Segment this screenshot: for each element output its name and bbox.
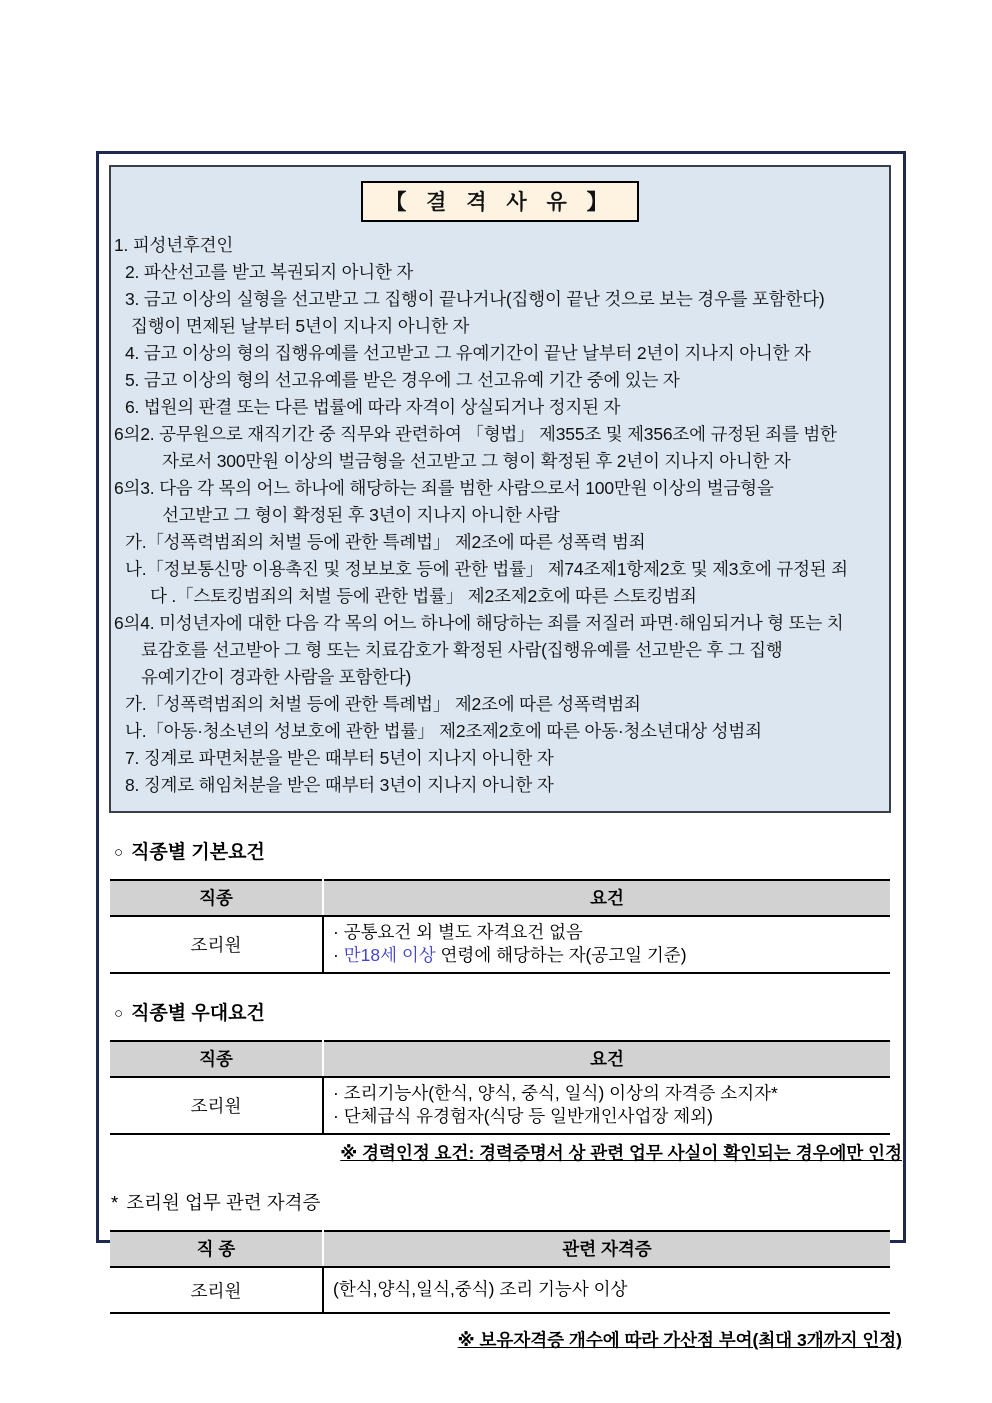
disqualification-line: 집행이 면제된 날부터 5년이 지나지 아니한 자 bbox=[131, 316, 470, 336]
disqualification-line: 1. 피성년후견인 bbox=[114, 235, 234, 255]
basic-requirements-heading bbox=[114, 837, 903, 864]
column-header-job: 직종 bbox=[110, 1041, 323, 1077]
column-header-job: 직 종 bbox=[110, 1231, 323, 1267]
job-cell: 조리원 bbox=[110, 916, 323, 973]
column-header-job: 직종 bbox=[110, 880, 323, 916]
requirement-cell bbox=[323, 1077, 890, 1134]
disqualification-line: 6의3. 다음 각 목의 어느 하나에 해당하는 죄를 범한 사람으로서 100만원 이상의 벌금형을 bbox=[114, 478, 774, 498]
requirement-line: · 조리기능사(한식, 양식, 중식, 일식) 이상의 자격증 소지자* bbox=[333, 1083, 778, 1103]
requirement-line bbox=[333, 944, 886, 967]
career-recognition-note: ※ 경력인정 요건: 경력증명서 상 관련 업무 사실이 확인되는 경우에만 인정 bbox=[340, 1143, 902, 1163]
disqualification-line: 료감호를 선고받아 그 형 또는 치료감호가 확정된 사람(집행유예를 선고받은 후 그 집행 bbox=[141, 640, 783, 660]
circle-bullet-icon: ○ bbox=[114, 844, 124, 861]
column-header-requirement: 요건 bbox=[323, 1041, 890, 1077]
table-header-row bbox=[110, 880, 890, 916]
table-row bbox=[110, 1267, 890, 1313]
disqualification-line: 나.「아동·청소년의 성보호에 관한 법률」 제2조제2호에 따른 아동·청소년대상 성범죄 bbox=[125, 721, 762, 741]
table-header-row bbox=[110, 1041, 890, 1077]
disqualification-line: 선고받고 그 형이 확정된 후 3년이 지나지 아니한 사람 bbox=[162, 505, 560, 525]
requirement-rest: 연령에 해당하는 자(공고일 기준) bbox=[435, 945, 687, 965]
disqualification-line: 3. 금고 이상의 실형을 선고받고 그 집행이 끝나거나(집행이 끝난 것으로 보는 경우를 포함한다) bbox=[125, 289, 825, 309]
disqualification-line: 5. 금고 이상의 형의 선고유예를 받은 경우에 그 선고유예 기간 중에 있는 자 bbox=[125, 370, 680, 390]
disqualification-line: 유예기간이 경과한 사람을 포함한다) bbox=[141, 667, 412, 687]
table-row bbox=[110, 1077, 890, 1134]
certificates-table bbox=[110, 1230, 890, 1314]
requirement-line: · 공통요건 외 별도 자격요건 없음 bbox=[333, 922, 583, 942]
column-header-requirement: 요건 bbox=[323, 880, 890, 916]
age-requirement-highlight: 만18세 이상 bbox=[343, 945, 436, 965]
disqualification-line: 가.「성폭력범죄의 처벌 등에 관한 특례법」 제2조에 따른 성폭력범죄 bbox=[125, 694, 641, 714]
page-border-frame bbox=[96, 151, 906, 1350]
job-cell: 조리원 bbox=[110, 1267, 323, 1313]
preferred-requirements-table bbox=[110, 1040, 890, 1135]
requirement-line: · 단체급식 유경험자(식당 등 일반개인사업장 제외) bbox=[333, 1106, 713, 1126]
disqualification-line: 나.「정보통신망 이용촉진 및 정보보호 등에 관한 법률」 제74조제1항제2호 및 제3호에 규정된 죄 bbox=[125, 559, 848, 579]
disqualification-line: 4. 금고 이상의 형의 집행유예를 선고받고 그 유예기간이 끝난 날부터 2년이 지나지 아니한 자 bbox=[125, 343, 811, 363]
disqualification-list bbox=[113, 232, 887, 799]
disqualification-line: 7. 징계로 파면처분을 받은 때부터 5년이 지나지 아니한 자 bbox=[125, 748, 554, 768]
disqualification-line: 자로서 300만원 이상의 벌금형을 선고받고 그 형이 확정된 후 2년이 지나지 아니한 자 bbox=[162, 451, 791, 471]
column-header-certificate: 관련 자격증 bbox=[323, 1231, 890, 1267]
bonus-points-note: ※ 보유자격증 개수에 따라 가산점 부여(최대 3개까지 인정) bbox=[457, 1330, 902, 1350]
disqualification-title: 【 결 격 사 유 】 bbox=[361, 181, 638, 222]
disqualification-box bbox=[109, 165, 891, 813]
bullet: · bbox=[333, 945, 344, 965]
circle-bullet-icon: ○ bbox=[114, 1005, 124, 1022]
basic-requirements-heading-text: 직종별 기본요건 bbox=[131, 842, 265, 863]
disqualification-line: 가.「성폭력범죄의 처벌 등에 관한 특례법」 제2조에 따른 성폭력 범죄 bbox=[125, 532, 646, 552]
preferred-requirements-heading-text: 직종별 우대요건 bbox=[131, 1003, 265, 1024]
disqualification-line: 8. 징계로 해임처분을 받은 때부터 3년이 지나지 아니한 자 bbox=[125, 775, 554, 795]
preferred-requirements-heading bbox=[114, 998, 903, 1025]
disqualification-line: 다 .「스토킹범죄의 처벌 등에 관한 법률」 제2조제2호에 따른 스토킹범죄 bbox=[150, 586, 697, 606]
certificates-heading bbox=[111, 1189, 903, 1215]
table-row bbox=[110, 916, 890, 973]
asterisk-mark: * bbox=[111, 1192, 119, 1213]
disqualification-line: 6의4. 미성년자에 대한 다음 각 목의 어느 하나에 해당하는 죄를 저질러 파면·해임되거나 형 또는 치 bbox=[114, 613, 844, 633]
certificates-heading-text: 조리원 업무 관련 자격증 bbox=[126, 1192, 321, 1213]
table-header-row bbox=[110, 1231, 890, 1267]
basic-requirements-table bbox=[110, 879, 890, 974]
disqualification-line: 6의2. 공무원으로 재직기간 중 직무와 관련하여 「형법」 제355조 및 제356조에 규정된 죄를 범한 bbox=[114, 424, 837, 444]
disqualification-line: 6. 법원의 판결 또는 다른 법률에 따라 자격이 상실되거나 정지된 자 bbox=[125, 397, 621, 417]
disqualification-line: 2. 파산선고를 받고 복권되지 아니한 자 bbox=[125, 262, 414, 282]
requirement-cell bbox=[323, 916, 890, 973]
certificate-cell: (한식,양식,일식,중식) 조리 기능사 이상 bbox=[333, 1279, 628, 1299]
job-cell: 조리원 bbox=[110, 1077, 323, 1134]
